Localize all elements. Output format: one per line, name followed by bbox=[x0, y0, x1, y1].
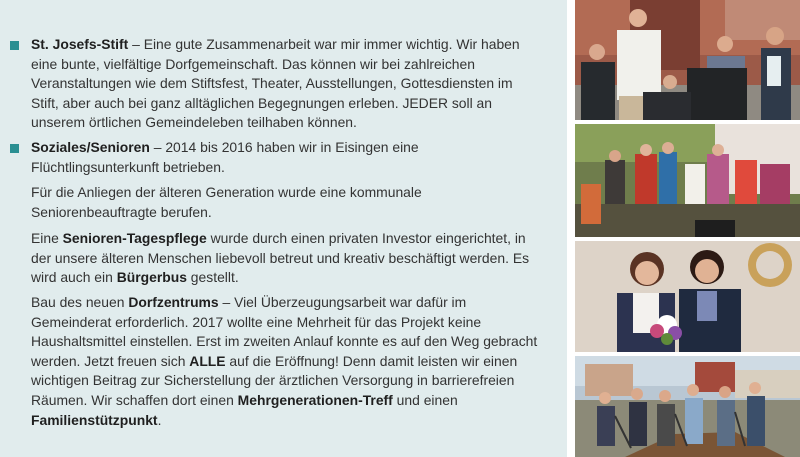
bold-term: Mehrgenerationen-Treff bbox=[237, 391, 393, 408]
paragraph-josefs-stift bbox=[31, 35, 541, 133]
text: wurde durch einen privaten Investor eingerichtet, in der unsere älteren Menschen liebevoll betreut und kreativ beschäftigt werden. Es wird auch ein bbox=[31, 230, 530, 286]
photo-two-women-flowers bbox=[575, 241, 800, 352]
heading-soziales: Soziales/Senioren bbox=[31, 139, 150, 155]
bold-term: ALLE bbox=[189, 352, 226, 369]
photo-group-shirts bbox=[575, 0, 800, 120]
heading-josefs-stift: St. Josefs-Stift bbox=[31, 36, 129, 52]
paragraph-seniorenbeauftragte: Für die Anliegen der älteren Generation wurde eine kommunale Seniorenbeauftragte berufen. bbox=[31, 184, 422, 220]
text: – Viel Überzeugungsarbeit war dafür im Gemeinderat erforderlich. 2017 wollte eine Mehrheit für das Projekt keine Haushaltsmittel einstellen. Erst im zweiten Anlauf konnte es auf den Weg gebracht werden. Jetzt freuen sich bbox=[31, 294, 538, 369]
text-soziales: – 2014 bis 2016 haben wir in Eisingen eine Flüchtlingsunterkunft betrieben. bbox=[31, 139, 419, 175]
paragraph-soziales bbox=[31, 138, 541, 177]
bold-term: Dorfzentrums bbox=[128, 294, 219, 310]
paragraph-tagespflege bbox=[31, 229, 541, 288]
bold-term: Senioren-Tagespflege bbox=[62, 230, 207, 246]
text: gestellt. bbox=[186, 269, 239, 286]
text: und einen bbox=[392, 391, 458, 408]
paragraph-dorfzentrum bbox=[31, 293, 541, 430]
bold-term: Familienstützpunkt bbox=[31, 411, 158, 428]
text: . bbox=[157, 411, 162, 428]
text: Bau des neuen bbox=[31, 294, 129, 310]
photo-column bbox=[575, 0, 800, 457]
photo-festival-crowd bbox=[575, 124, 800, 237]
text: auf die Eröffnung! Denn damit leisten wir einen wichtigen Beitrag zur Sicherstellung der ärztlichen Versorgung in barrierefreien Räumen. Wir schaffen dort einen bbox=[31, 352, 518, 408]
bullet-square bbox=[10, 144, 19, 153]
bold-term: Bürgerbus bbox=[116, 269, 187, 286]
photo-groundbreaking bbox=[575, 356, 800, 457]
bullet-square bbox=[10, 41, 19, 50]
text: Eine bbox=[31, 230, 63, 246]
text-josefs-stift: – Eine gute Zusammenarbeit war mir immer wichtig. Wir haben eine bunte, vielfältige Dorfgemeinschaft. Das können wir bei zahlreichen Veranstaltungen wie dem Stiftsfest, Theater, Ausstellungen, Gottesdiensten im Stift, aber auch bei ganz alltäglichen Begegnungen erleben. JEDER soll an unserem örtlichen Gemeindeleben teilhaben können. bbox=[31, 36, 520, 131]
